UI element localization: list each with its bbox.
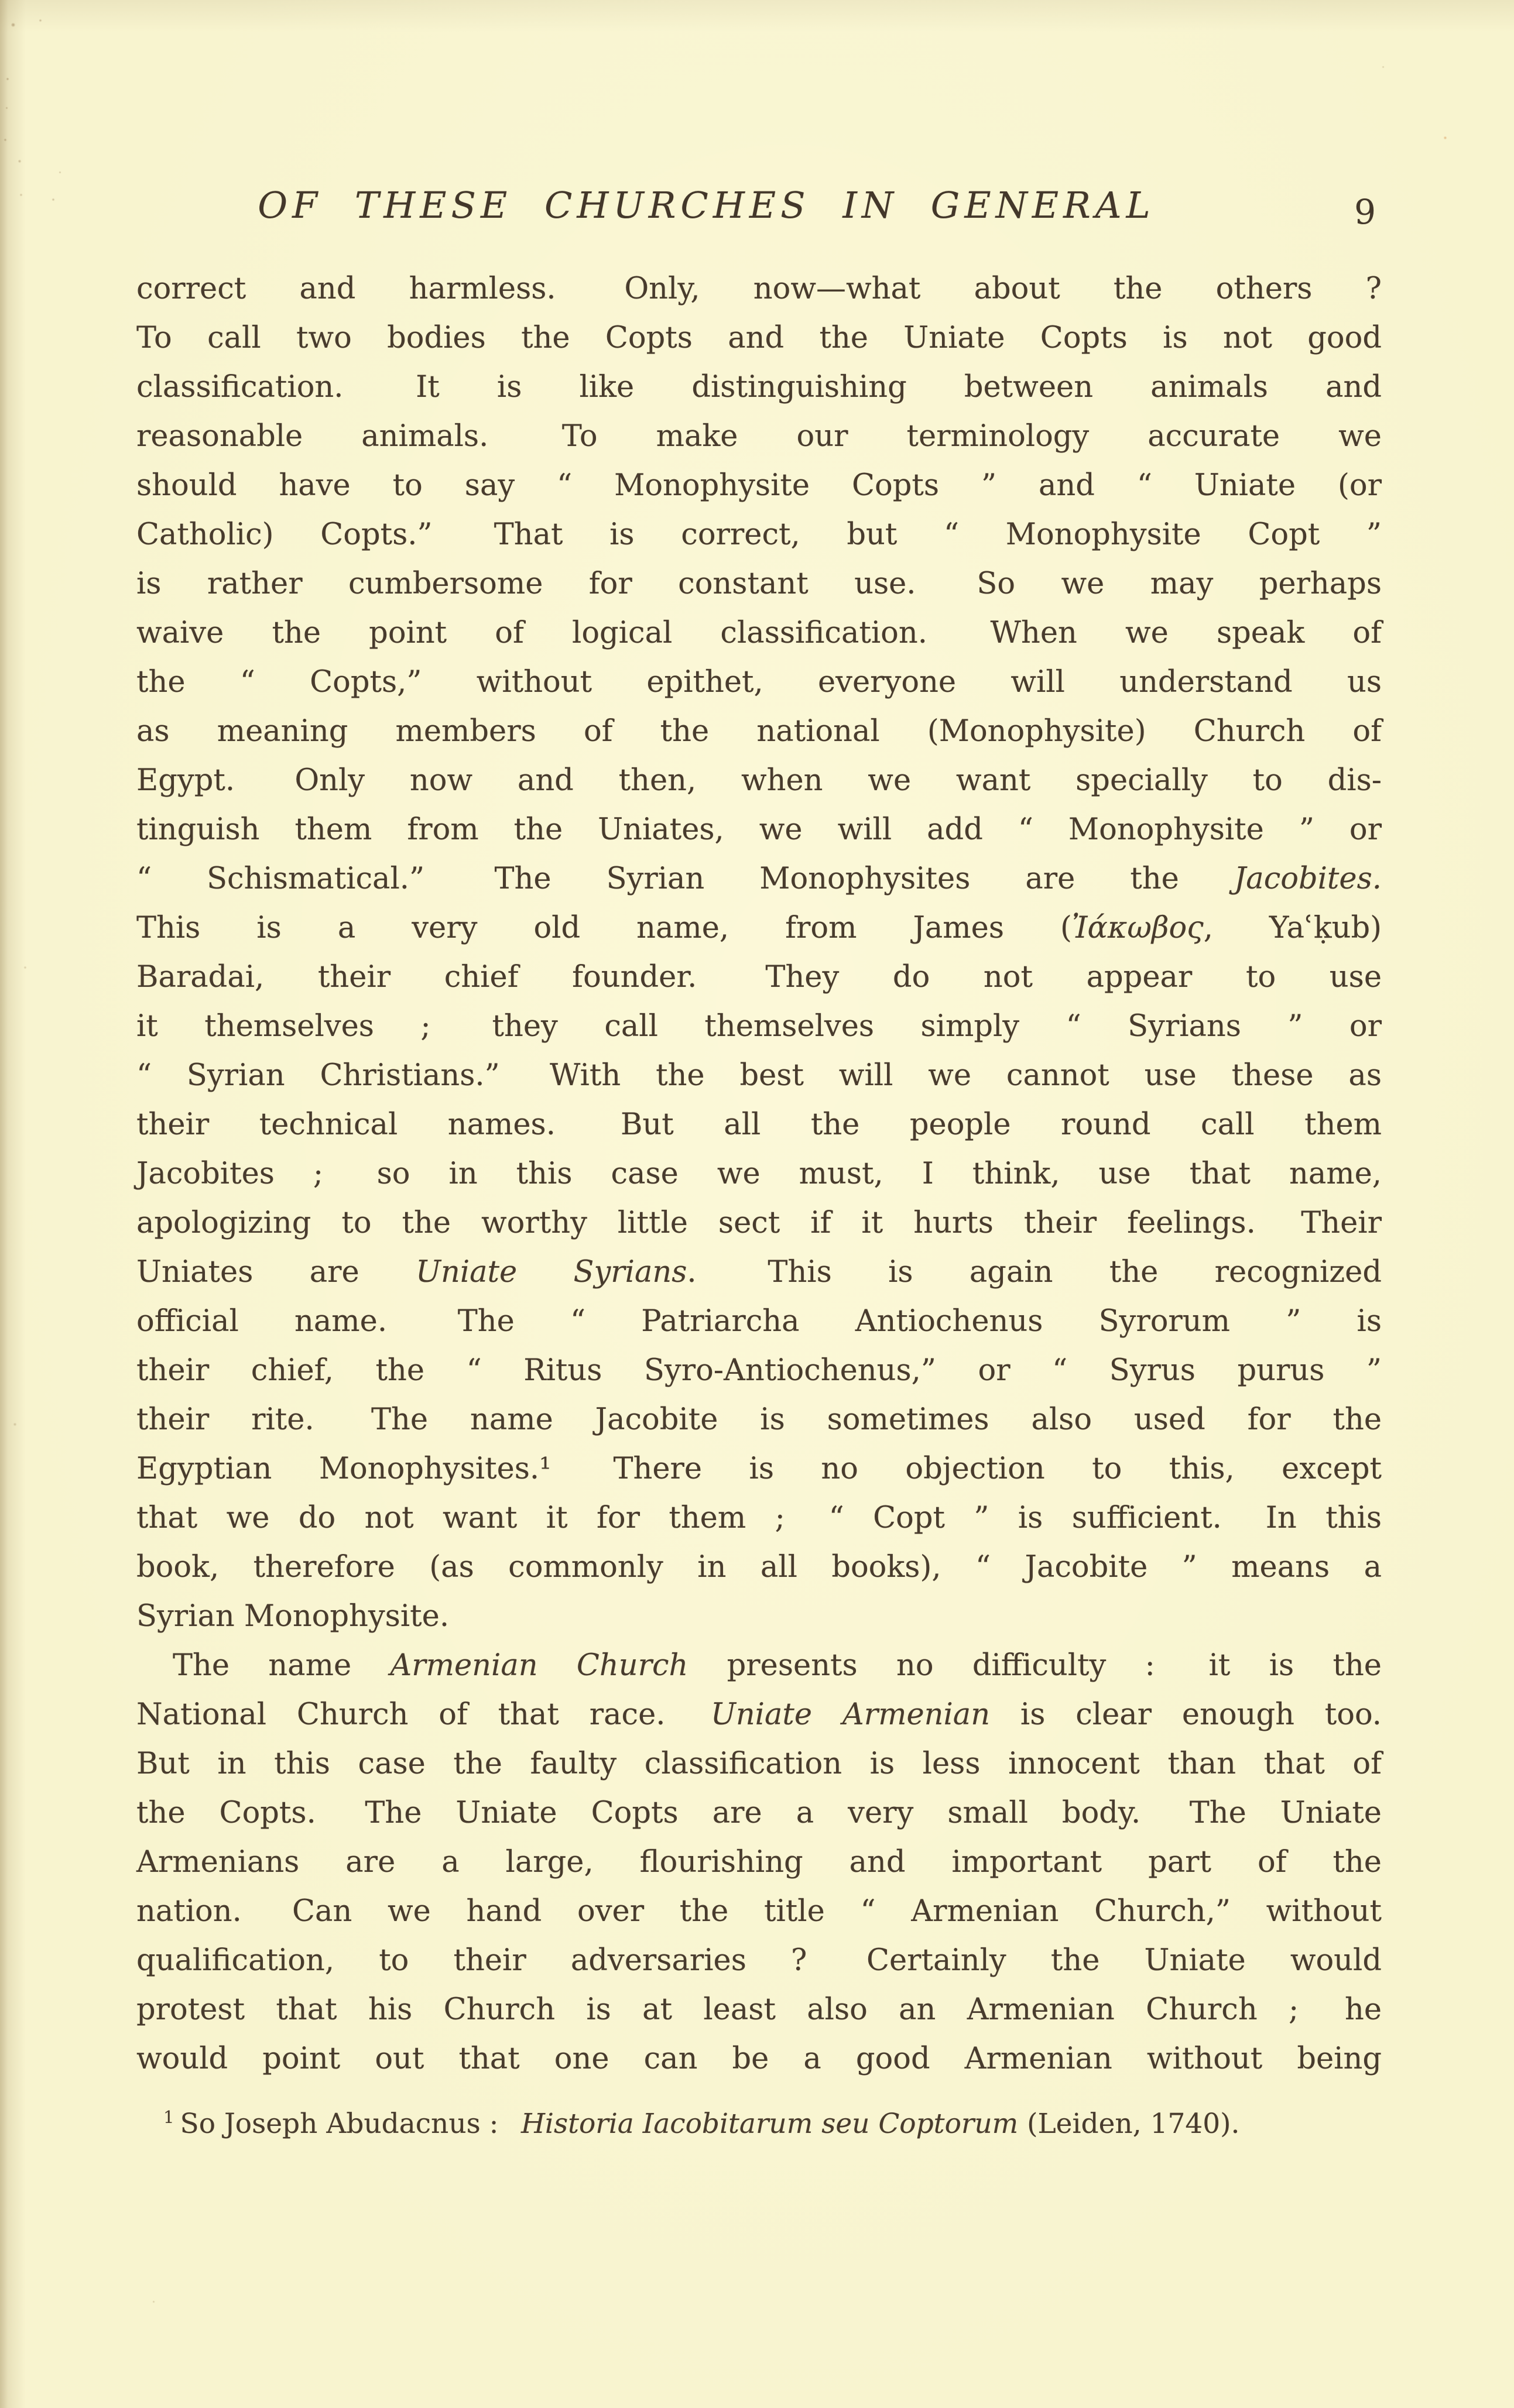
text-line: classification. It is like distinguishing between animals and [136, 370, 1382, 404]
text-line: Egypt. Only now and then, when we want specially to dis- [136, 763, 1382, 798]
running-header-title: OF THESE CHURCHES IN GENERAL [258, 184, 1155, 227]
text-line: Armenians are a large, flourishing and important part of the [136, 1845, 1382, 1879]
text-line: The name Armenian Church presents no difficulty : it is the [173, 1648, 1382, 1683]
text-line: To call two bodies the Copts and the Uniate Copts is not good [136, 321, 1382, 355]
text-line: Uniates are Uniate Syrians. This is again the recognized [136, 1255, 1382, 1289]
text-line: should have to say “ Monophysite Copts ” and “ Uniate (or [136, 468, 1382, 503]
text-line: their technical names. But all the people round call them [136, 1107, 1382, 1142]
text-line: Jacobites ; so in this case we must, I think, use that name, [136, 1157, 1382, 1191]
page-number: 9 [1354, 192, 1376, 232]
text-line: Catholic) Copts.” That is correct, but “ Monophysite Copt ” [136, 517, 1382, 552]
text-line: Syrian Monophysite. [136, 1599, 450, 1634]
text-line: the Copts. The Uniate Copts are a very small body. The Uniate [136, 1796, 1382, 1830]
footnote: $^1$ So Joseph Abudacnus : Historia Iacobitarum seu Coptorum (Leiden, 1740). [163, 2107, 1240, 2140]
text-line: “ Syrian Christians.” With the best will we cannot use these as [136, 1058, 1382, 1093]
text-line: waive the point of logical classification. When we speak of [136, 616, 1382, 650]
text-line: as meaning members of the national (Monophysite) Church of [136, 714, 1382, 749]
text-line: apologizing to the worthy little sect if it hurts their feelings. Their [136, 1206, 1382, 1240]
text-line: Baradai, their chief founder. They do not appear to use [136, 960, 1382, 994]
text-line: But in this case the faulty classification is less innocent than that of [136, 1747, 1382, 1781]
text-line: book, therefore (as commonly in all books), “ Jacobite ” means a [136, 1550, 1382, 1584]
text-line: their chief, the “ Ritus Syro-Antiochenus,” or “ Syrus purus ” [136, 1353, 1382, 1388]
text-line: “ Schismatical.” The Syrian Monophysites are the Jacobites. [136, 862, 1382, 896]
text-line: the “ Copts,” without epithet, everyone will understand us [136, 665, 1382, 699]
text-line: This is a very old name, from James (Ἰάκωβος, Yaʿḳub) [136, 911, 1382, 945]
text-line: official name. The “ Patriarcha Antiochenus Syrorum ” is [136, 1304, 1382, 1339]
text-line: nation. Can we hand over the title “ Armenian Church,” without [136, 1894, 1382, 1929]
text-line: tinguish them from the Uniates, we will add “ Monophysite ” or [136, 812, 1382, 847]
text-line: reasonable animals. To make our terminology accurate we [136, 419, 1382, 454]
body-text [136, 265, 1382, 2084]
text-line: National Church of that race. Uniate Armenian is clear enough too. [136, 1697, 1382, 1732]
footnote-marker: 1 [163, 2107, 174, 2128]
text-line: that we do not want it for them ; “ Copt ” is sufficient. In this [136, 1501, 1382, 1535]
running-header [136, 185, 1382, 238]
text-line: Egyptian Monophysites.¹ There is no objection to this, except [136, 1452, 1382, 1486]
text-line: their rite. The name Jacobite is sometimes also used for the [136, 1402, 1382, 1437]
text-line: qualification, to their adversaries ? Certainly the Uniate would [136, 1943, 1382, 1978]
text-line: correct and harmless. Only, now—what about the others ? [136, 272, 1382, 306]
text-line: it themselves ; they call themselves simply “ Syrians ” or [136, 1009, 1382, 1044]
text-line: is rather cumbersome for constant use. So we may perhaps [136, 567, 1382, 601]
text-line: would point out that one can be a good Armenian without being [136, 2042, 1382, 2076]
text-line: protest that his Church is at least also an Armenian Church ; he [136, 1992, 1382, 2027]
